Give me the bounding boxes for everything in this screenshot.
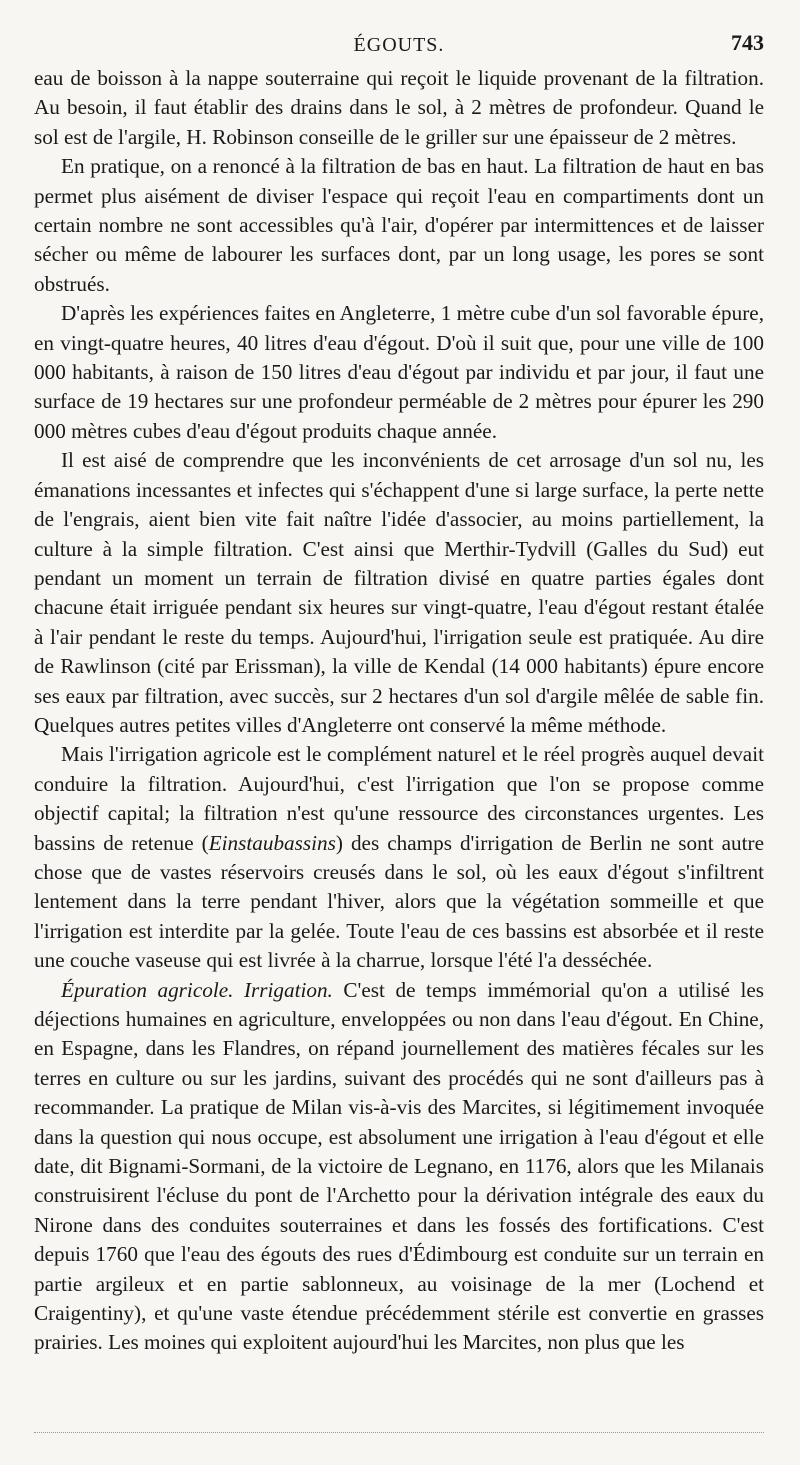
paragraph-text: Mais l'irrigation agricole est le complément naturel et le réel progrès auquel devait conduire la filtration. Aujourd'hui, c'est l'irrigation que l'on se propose comme objectif capital; la filtration n'est qu'une ressource des circonstances urgentes. Les bassins de retenue ( [34, 742, 764, 855]
paragraph-continuation: eau de boisson à la nappe souterraine qui reçoit le liquide provenant de la filtration. Au besoin, il faut établir des drains dans le sol, à 2 mètres de profondeur. Quand le sol est de l'argile, H. Robinson conseille de le griller sur une épaisseur de 2 mètres. [34, 66, 764, 149]
italic-term: Einstaubassins [208, 830, 336, 855]
footer-rule [34, 1432, 764, 1433]
page-number: 743 [731, 30, 764, 55]
paragraph-england-experiments: D'après les expériences faites en Angleterre, 1 mètre cube d'un sol favorable épure, en vingt-quatre heures, 40 litres d'eau d'égout. D'où il suit que, pour une ville de 100 000 habitants, à raison de 150 litres d'eau d'égout par individu et par jour, il faut une surface de 19 hectares sur une profondeur perméable de 2 mètres pour épurer les 290 000 mètres cubes d'eau d'égout produits chaque année. [34, 301, 764, 443]
section-heading: Épuration agricole. Irrigation. [61, 977, 333, 1002]
paragraph-inconveniences: Il est aisé de comprendre que les inconvénients de cet arrosage d'un sol nu, les émanations incessantes et infectes qui s'échappent d'une si large surface, la perte nette de l'engrais, aient bien vite fait naître l'idée d'associer, au moins partiellement, la culture à la simple filtration. C'est ainsi que Merthir-Tydvill (Galles du Sud) eut pendant un moment un terrain de filtration divisé en quatre parties égales dont chacune était irriguée pendant six heures sur vingt-quatre, l'eau d'égout restant étalée à l'air pendant le reste du temps. Aujourd'hui, l'irrigation seule est pratiquée. Au dire de Rawlinson (cité par Erissman), la ville de Kendal (14 000 habitants) épure encore ses eaux par filtration, avec succès, sur 2 hectares d'un sol d'argile mêlée de sable fin. Quelques autres petites villes d'Angleterre ont conservé la même méthode. [34, 448, 764, 737]
running-title: ÉGOUTS. [353, 34, 445, 56]
body-text [34, 64, 764, 1358]
paragraph-agricultural-irrigation [34, 740, 764, 975]
page-header [34, 30, 764, 64]
paragraph-text: ) des champs d'irrigation de Berlin ne sont autre chose que de vastes réservoirs creusés dans le sol, où les eaux d'égout s'infiltrent lentement dans la terre pendant l'hiver, alors que la végétation sommeille et que l'irrigation est interdite par la gelée. Toute l'eau de ces bassins est absorbée et il reste une couche vaseuse qui est livrée à la charrue, lorsque l'été l'a desséchée. [34, 830, 764, 973]
paragraph-agricultural-purification [34, 976, 764, 1358]
paragraph-text: C'est de temps immémorial qu'on a utilisé les déjections humaines en agriculture, enveloppées ou non dans l'eau d'égout. En Chine, en Espagne, dans les Flandres, on répand journellement des matières fécales sur les terres en culture ou sur les jardins, suivant des procédés qui ne sont d'ailleurs pas à recommander. La pratique de Milan vis-à-vis des Marcites, si légitimement invoquée dans la question qui nous occupe, est absolument une irrigation à l'eau d'égout et elle date, dit Bignami-Sormani, de la victoire de Legnano, en 1176, alors que les Milanais construisirent l'écluse du pont de l'Archetto pour la dérivation intégrale des eaux du Nirone dans des conduites souterraines et dans les fossés des fortifications. C'est depuis 1760 que l'eau des égouts des rues d'Édimbourg est conduite sur un terrain en partie argileux et en partie sablonneux, au voisinage de la mer (Lochend et Craigentiny), et qu'une vaste étendue précédemment stérile est convertie en grasses prairies. Les moines qui exploitent aujourd'hui les Marcites, non plus que les [34, 977, 764, 1355]
paragraph-filtration-practice: En pratique, on a renoncé à la filtration de bas en haut. La filtration de haut en bas permet plus aisément de diviser l'espace qui reçoit l'eau en compartiments dont un certain nombre ne sont accessibles qu'à l'air, d'opérer par intermittences et de laisser sécher ou même de labourer les surfaces dont, par un long usage, les pores se sont obstrués. [34, 154, 764, 296]
